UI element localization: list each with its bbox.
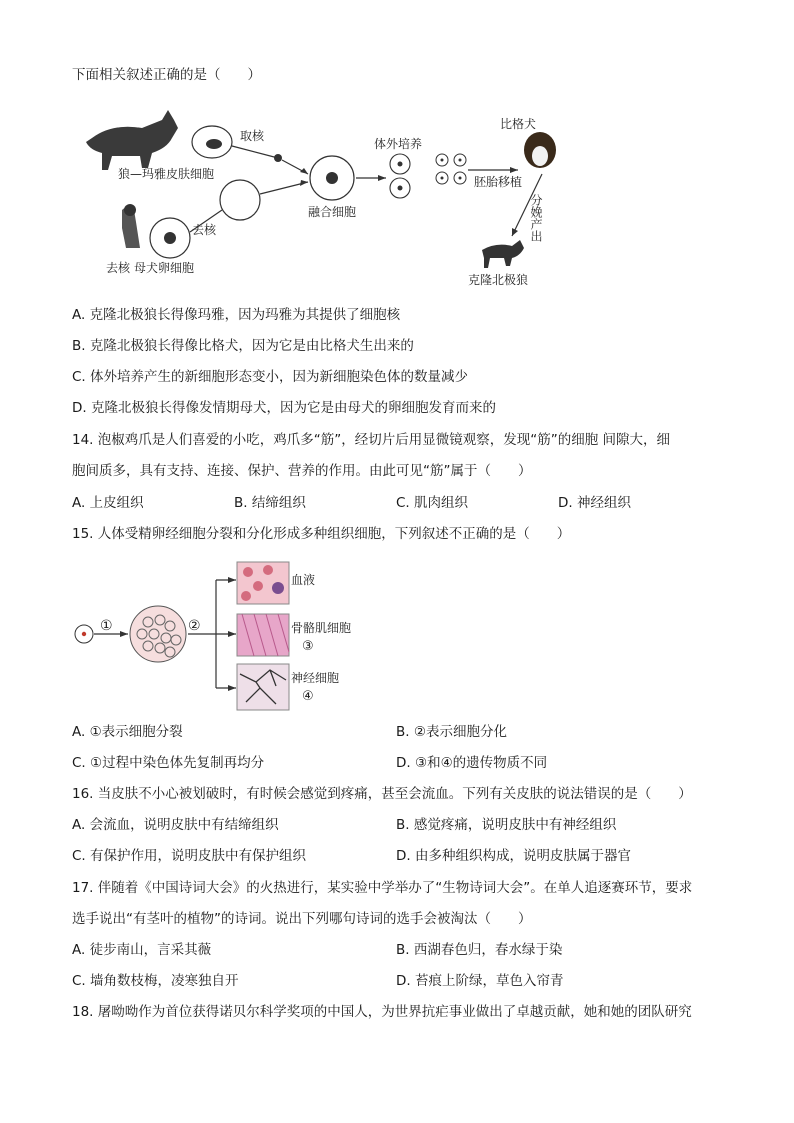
q14-option-a: A. 上皮组织 xyxy=(72,495,144,511)
q13-cloning-figure xyxy=(82,98,582,290)
embryo-transfer-label: 胚胎移植 xyxy=(474,175,523,189)
q14-option-d: D. 神经组织 xyxy=(558,495,631,511)
q16-stem: 16. 当皮肤不小心被划破时，有时候会感觉到疼痛，甚至会流血。下列有关皮肤的说法错误的是（ ） xyxy=(72,786,692,802)
q15-stem: 15. 人体受精卵经细胞分裂和分化形成多种组织细胞，下列叙述不正确的是（ ） xyxy=(72,526,571,542)
q17-stem-line1: 17. 伴随着《中国诗词大会》的火热进行，某实验中学举办了“生物诗词大会”。在单人追逐赛环节，要求 xyxy=(72,880,693,896)
q17-option-d: D. 苔痕上阶绿，草色入帘青 xyxy=(396,973,564,989)
beagle-label: 比格犬 xyxy=(500,117,537,131)
step2-mark: ② xyxy=(188,618,201,634)
take-nucleus-label: 取核 xyxy=(240,129,265,143)
q13-option-d: D. 克隆北极狼长得像发情期母犬，因为它是由母犬的卵细胞发育而来的 xyxy=(72,400,496,416)
enucleated-egg xyxy=(220,180,260,220)
q18-stem-line1: 18. 屠呦呦作为首位获得诺贝尔科学奖项的中国人，为世界抗疟事业做出了卓越贡献，她和她的团队研究 xyxy=(72,1004,692,1020)
mother-egg-label: 去核 xyxy=(106,261,131,275)
q13-option-c: C. 体外培养产生的新细胞形态变小，因为新细胞染色体的数量减少 xyxy=(72,369,469,385)
wolf-image xyxy=(86,110,178,170)
beagle-image xyxy=(524,132,556,168)
mark-4: ④ xyxy=(302,689,314,704)
clone-wolf-image xyxy=(482,240,524,268)
q15-option-c: C. ①过程中染色体先复制再均分 xyxy=(72,755,265,771)
remove-nucleus-label: 去核 xyxy=(192,223,217,237)
wolf-label: 狼—玛雅皮肤细胞 xyxy=(118,167,215,181)
q16-option-a: A. 会流血，说明皮肤中有结缔组织 xyxy=(72,817,279,833)
muscle-tile xyxy=(237,614,289,656)
q14-stem-line1: 14. 泡椒鸡爪是人们喜爱的小吃，鸡爪多“筋”，经切片后用显微镜观察，发现“筋”的细胞 间隙大，细 xyxy=(72,432,671,448)
q15-option-d: D. ③和④的遗传物质不同 xyxy=(396,755,548,771)
q15-differentiation-figure xyxy=(70,556,370,712)
q15-option-a: A. ①表示细胞分裂 xyxy=(72,724,183,740)
cell-cluster xyxy=(130,606,186,662)
q16-option-c: C. 有保护作用，说明皮肤中有保护组织 xyxy=(72,848,307,864)
q17-stem-line2: 选手说出“有茎叶的植物”的诗词。说出下列哪句诗词的选手会被淘汰（ ） xyxy=(72,911,532,927)
step1-mark: ① xyxy=(100,618,113,634)
q16-option-d: D. 由多种组织构成，说明皮肤属于器官 xyxy=(396,848,631,864)
mother-dog-image xyxy=(122,204,140,248)
mother-egg-cell-label: 母犬卵细胞 xyxy=(134,261,195,275)
q15-option-b: B. ②表示细胞分化 xyxy=(396,724,507,740)
q13-option-b: B. 克隆北极狼长得像比格犬，因为它是由比格犬生出来的 xyxy=(72,338,414,354)
q17-option-a: A. 徒步南山，言采其薇 xyxy=(72,942,212,958)
culture-label: 体外培养 xyxy=(374,137,423,151)
blood-label: 血液 xyxy=(291,573,316,587)
q14-option-b: B. 结缔组织 xyxy=(234,495,306,511)
q13-option-a: A. 克隆北极狼长得像玛雅，因为玛雅为其提供了细胞核 xyxy=(72,307,401,323)
nerve-label: 神经细胞 xyxy=(291,671,340,685)
q16-option-b: B. 感觉疼痛，说明皮肤中有神经组织 xyxy=(396,817,617,833)
q17-option-c: C. 墙角数枝梅，凌寒独自开 xyxy=(72,973,239,989)
fused-cell-label: 融合细胞 xyxy=(308,205,357,219)
q17-option-b: B. 西湖春色归，春水绿于染 xyxy=(396,942,563,958)
mark-3: ③ xyxy=(302,639,314,654)
q14-stem-line2: 胞间质多，具有支持、连接、保护、营养的作用。由此可见“筋”属于（ ） xyxy=(72,463,532,479)
muscle-label: 骨骼肌细胞 xyxy=(291,621,352,635)
birth-label: 分娩产出 xyxy=(529,194,543,242)
clone-wolf-label: 克隆北极狼 xyxy=(468,273,529,287)
nerve-tile xyxy=(237,664,289,710)
q13-stem: 下面相关叙述正确的是（ ） xyxy=(72,67,261,83)
q14-option-c: C. 肌肉组织 xyxy=(396,495,469,511)
